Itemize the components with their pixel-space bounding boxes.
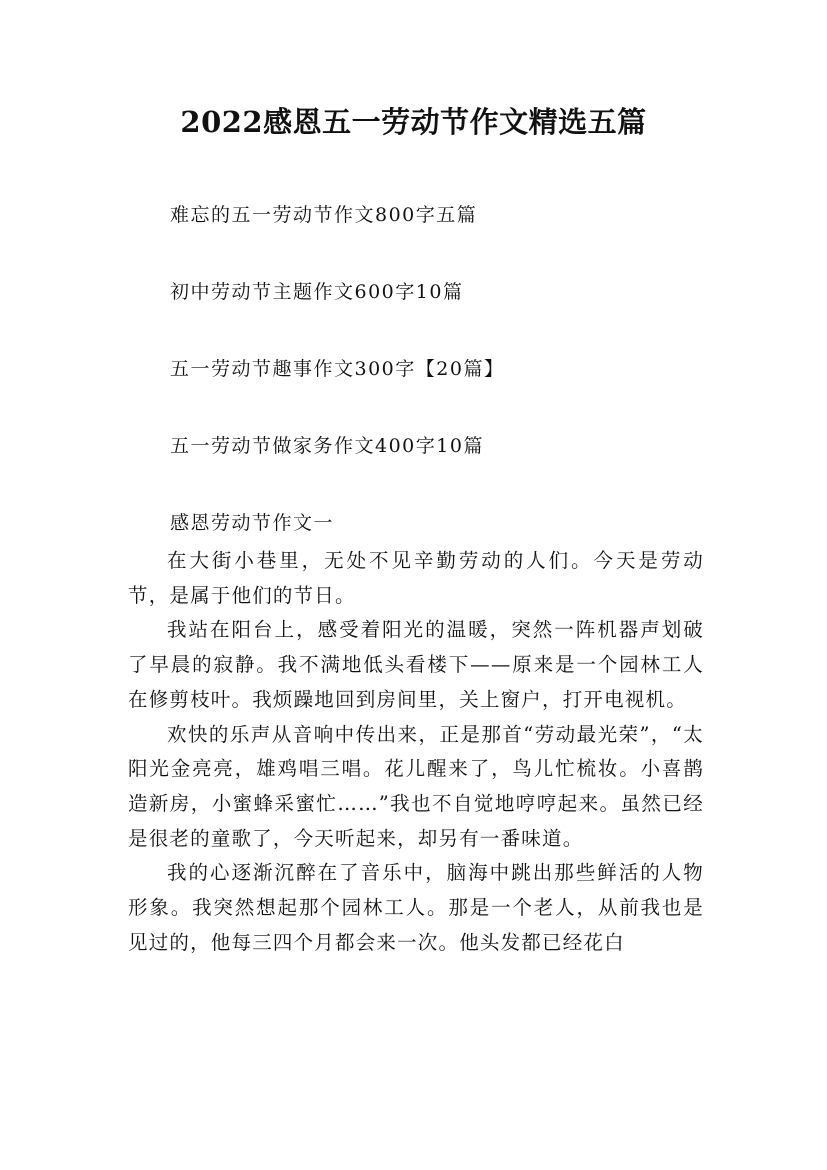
document-title: 2022感恩五一劳动节作文精选五篇 <box>180 105 647 139</box>
paragraph: 我的心逐渐沉醉在了音乐中，脑海中跳出那些鲜活的人物形象。我突然想起那个园林工人。那是一个老人，从前我也是见过的，他每三四个月都会来一次。他头发都已经花白 <box>128 861 704 954</box>
paragraph: 在大街小巷里，无处不见辛勤劳动的人们。今天是劳动节，是属于他们的节日。 <box>128 549 704 607</box>
toc-item: 难忘的五一劳动节作文800字五篇 <box>170 204 478 226</box>
toc-item: 五一劳动节趣事作文300字【20篇】 <box>170 358 505 380</box>
toc-item: 初中劳动节主题作文600字10篇 <box>170 281 464 303</box>
paragraph: 我站在阳台上，感受着阳光的温暖，突然一阵机器声划破了早晨的寂静。我不满地低头看楼下——原来是一个园林工人在修剪枝叶。我烦躁地回到房间里，关上窗户，打开电视机。 <box>128 618 704 711</box>
body-text <box>128 544 704 960</box>
section-heading: 感恩劳动节作文一 <box>170 512 335 534</box>
toc-item: 五一劳动节做家务作文400字10篇 <box>170 435 484 457</box>
paragraph: 欢快的乐声从音响中传出来，正是那首“劳动最光荣”，“太阳光金亮亮，雄鸡唱三唱。花儿醒来了，鸟儿忙梳妆。小喜鹊造新房，小蜜蜂采蜜忙……”我也不自觉地哼哼起来。虽然已经是很老的童歌了，今天听起来，却另有一番味道。 <box>128 722 704 850</box>
